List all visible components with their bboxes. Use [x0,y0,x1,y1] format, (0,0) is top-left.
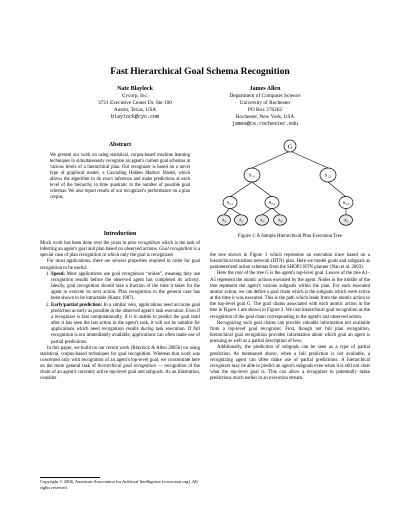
paragraph: Recognizing such goal chains can provide valuable information not available from a top-level goal recognizer. First, though not full plan recognition, hierarchical goal recognition provides information about which goal an agent is pursuing as well as a partial description of how. [210,320,370,345]
action-label: $A_4$ [277,217,283,224]
abstract-heading: Abstract [108,142,132,148]
action-label: $A_5$ [343,217,349,224]
subgoal-label: $S_{2:2}$ [268,200,276,206]
abstract-text: We present our work on using statistical, corpus-based machine learning techniques to simultaneously recognize an agent's current goal schemas at various levels of a hierarchical plan. Our recognizer is based on a novel type of graphical model, a Cascading Hidden Markov Model, which allows the algorithm to do exact inference and make predictions at each level of the hierarchy in time quadratic to the number of possible goal schemas. We also report results of our recognizer's performance on a plan corpus. [50,153,190,200]
paper-title: Fast Hierarchical Goal Schema Recognition [110,66,290,77]
author-affiliation: Department of Computer Science [229,92,301,99]
copyright-footnote: Copyright © 2006, American Association for Artificial Intelligence (www.aaai.org). All rights reserved. [40,479,198,490]
author-block-2 [190,86,340,127]
author-block-1 [60,86,210,121]
figure-caption: Figure 1: A Sample Hierarchical Plan Execution Tree [237,234,343,239]
list-item: 1. Speed: Most applications use goal recognition “online”, meaning they use recognition results before the observed agent has completed its activity. Ideally, goal recognition should take a fraction of the time it takes for the agent to execute its next action. Plan recognition in the general case has been shown to be intractable (Kautz 1987). [51,272,200,303]
author-email: blaylock@cyc.com [110,113,159,120]
right-column-body [210,253,370,382]
requirements-list [40,272,200,346]
intro-paragraph-3: In this paper, we build on our recent work (Blaylock & Allen 2005b) on using statistical, corpus-based techniques for goal recognition. Whereas that work was concerned only with recognition of an agent's top-level goal, we concentrate here on the more general task of hierarchical goal recognition — recognition of the chain of an agent's currently active top-level goal and subgoals. As an illustration, consider [40,345,200,382]
list-item: 2. Early/partial prediction: In a similar vein, applications need accurate goal prediction as early as possible in the observed agent's task execution. Even if a recognizer is fast computationally, if it is unable to predict the goal until after it has seen the last action in the agent's task, it will not be suitable for applications which need recognition results during task execution. If full recognition is not immediately available, applications can often make use of partial predictions. [51,303,200,346]
intro-paragraph-2: For most applications, there are several properties required in order for goal recognition to be useful: [40,259,200,271]
root-goal-label: G [287,143,293,151]
author-address: PO Box 270262 [247,106,283,113]
intro-paragraph-1: Much work has been done over the years in plan recognition which is the task of inferring an agent's goal and plan based on observed actions. Goal recognition is a special case of plan recognition in which only the goal is recognized. [40,241,200,259]
subgoal-label: $S_{2:1}$ [226,200,234,206]
hierarchical-plan-tree-figure [210,138,370,232]
action-label: $A_1$ [221,217,227,224]
subgoal-label: $S_{2:3}$ [342,200,350,206]
action-label: $A_3$ [259,217,265,224]
author-affiliation: University of Rochester [239,99,291,106]
subgoal-label: $S_{1:2}$ [324,172,332,179]
paragraph: Additionally, the prediction of subgoals can be seen as a type of partial prediction. As mentioned above, when a full prediction is not available, a recognizing agent can often make use of partial predictions. A hierarchical recognizer may be able to predict an agent's subgoals even when it is still not clear what the top-level goal is. This can allow a recognizer to potentially make predictions much earlier in an execution stream. [210,345,370,382]
author-address: Austin, Texas, USA [113,106,157,113]
author-address: 3721 Executive Center Dr. Ste 100 [98,99,172,106]
author-name: Nate Blaylock [117,86,153,92]
introduction-heading: Introduction [103,231,137,237]
action-label: $A_2$ [238,217,244,224]
author-affiliation: Cycorp, Inc. [121,92,149,99]
paragraph: the tree shown in Figure 1 which represents an execution trace based on a hierarchical transition network (HTN) plan. Here we model goals and subgoals as parameterized action schemas from the SHOP2 HTN planner (Nau et al. 2003). [210,253,370,271]
left-column-body [40,241,200,383]
author-name: James Allen [249,86,281,92]
author-email: james@cs.rochester.edu [231,120,298,127]
paragraph: Here the root of the tree G is the agent's top-level goal. Leaves of the tree A1–A5 represent the atomic actions executed by the agent. Nodes in the middle of the tree represent the agent's various subgoals within the plan. For each executed atomic action, we can define a goal chain which is the subgoals which were active at the time it was executed. This is the path which leads from the atomic action to the top-level goal G. The goal chains associated with each atomic action in the tree in Figure 1 are shown in Figure 2. We cast hierarchical goal recognition as the recognition of the goal chain corresponding to the agent's last observed action. [210,271,370,320]
footnote-rule [40,477,100,478]
author-address: Rochester, New York, USA [235,113,295,120]
subgoal-label: $S_{1:1}$ [248,172,256,179]
